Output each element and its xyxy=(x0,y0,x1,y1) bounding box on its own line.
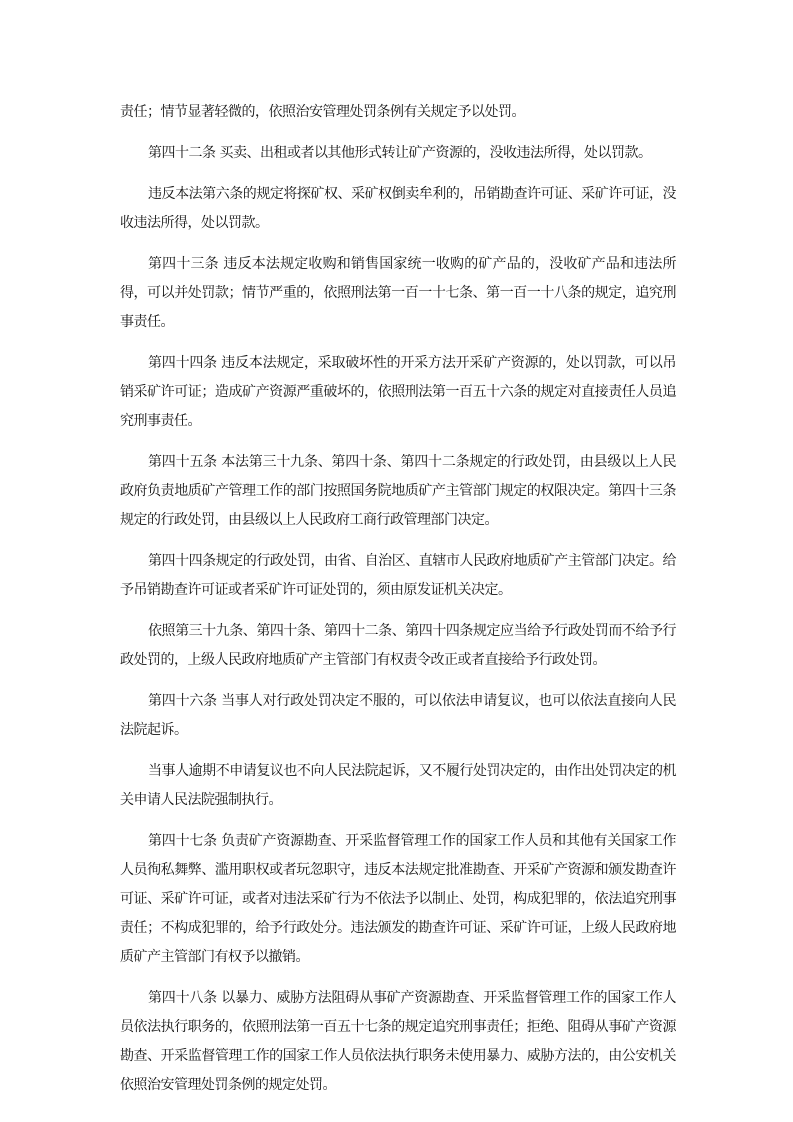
paragraph-article-45-clause-3: 依照第三十九条、第四十条、第四十二条、第四十四条规定应当给予行政处罚而不给予行政处罚的，上级人民政府地质矿产主管部门有权责令改正或者直接给予行政处罚。 xyxy=(120,623,676,668)
paragraph-article-43: 第四十三条 违反本法规定收购和销售国家统一收购的矿产品的，没收矿产品和违法所得，可以并处罚款；情节严重的，依照刑法第一百一十七条、第一百一十八条的规定，追究刑事责任。 xyxy=(120,256,676,330)
paragraph-article-42: 第四十二条 买卖、出租或者以其他形式转让矿产资源的，没收违法所得，处以罚款。 xyxy=(148,145,652,161)
paragraph-article-46-clause: 当事人逾期不申请复议也不向人民法院起诉，又不履行处罚决定的，由作出处罚决定的机关申请人民法院强制执行。 xyxy=(120,763,676,808)
paragraph-article-45: 第四十五条 本法第三十九条、第四十条、第四十二条规定的行政处罚，由县级以上人民政府负责地质矿产管理工作的部门按照国务院地质矿产主管部门规定的权限决定。第四十三条规定的行政处罚，由县级以上人民政府工商行政管理部门决定。 xyxy=(120,454,676,528)
paragraph-article-46: 第四十六条 当事人对行政处罚决定不服的，可以依法申请复议，也可以依法直接向人民法院起诉。 xyxy=(120,693,676,738)
paragraph-article-44: 第四十四条 违反本法规定，采取破坏性的开采方法开采矿产资源的，处以罚款，可以吊销采矿许可证；造成矿产资源严重破坏的，依照刑法第一百五十六条的规定对直接责任人员追究刑事责任。 xyxy=(120,355,676,429)
paragraph-article-48: 第四十八条 以暴力、威胁方法阻碍从事矿产资源勘查、开采监督管理工作的国家工作人员依法执行职务的，依照刑法第一百五十七条的规定追究刑事责任；拒绝、阻碍从事矿产资源勘查、开采监督管理工作的国家工作人员依法执行职务未使用暴力、威胁方法的，由公安机关依照治安管理处罚条例的规定处罚。 xyxy=(120,990,676,1093)
paragraph-article-47: 第四十七条 负责矿产资源勘查、开采监督管理工作的国家工作人员和其他有关国家工作人员徇私舞弊、滥用职权或者玩忽职守，违反本法规定批准勘查、开采矿产资源和颁发勘查许可证、采矿许可证，或者对违法采矿行为不依法予以制止、处罚，构成犯罪的，依法追究刑事责任；不构成犯罪的，给予行政处分。违法颁发的勘查许可证、采矿许可证，上级人民政府地质矿产主管部门有权予以撤销。 xyxy=(120,833,676,965)
paragraph-article-42-clause: 违反本法第六条的规定将探矿权、采矿权倒卖牟利的，吊销勘查许可证、采矿许可证，没收违法所得，处以罚款。 xyxy=(120,186,676,231)
document-page xyxy=(120,98,676,1112)
paragraph-continuation: 责任；情节显著轻微的，依照治安管理处罚条例有关规定予以处罚。 xyxy=(120,104,525,120)
paragraph-article-45-clause-2: 第四十四条规定的行政处罚，由省、自治区、直辖市人民政府地质矿产主管部门决定。给予吊销勘查许可证或者采矿许可证处罚的，须由原发证机关决定。 xyxy=(120,553,676,598)
